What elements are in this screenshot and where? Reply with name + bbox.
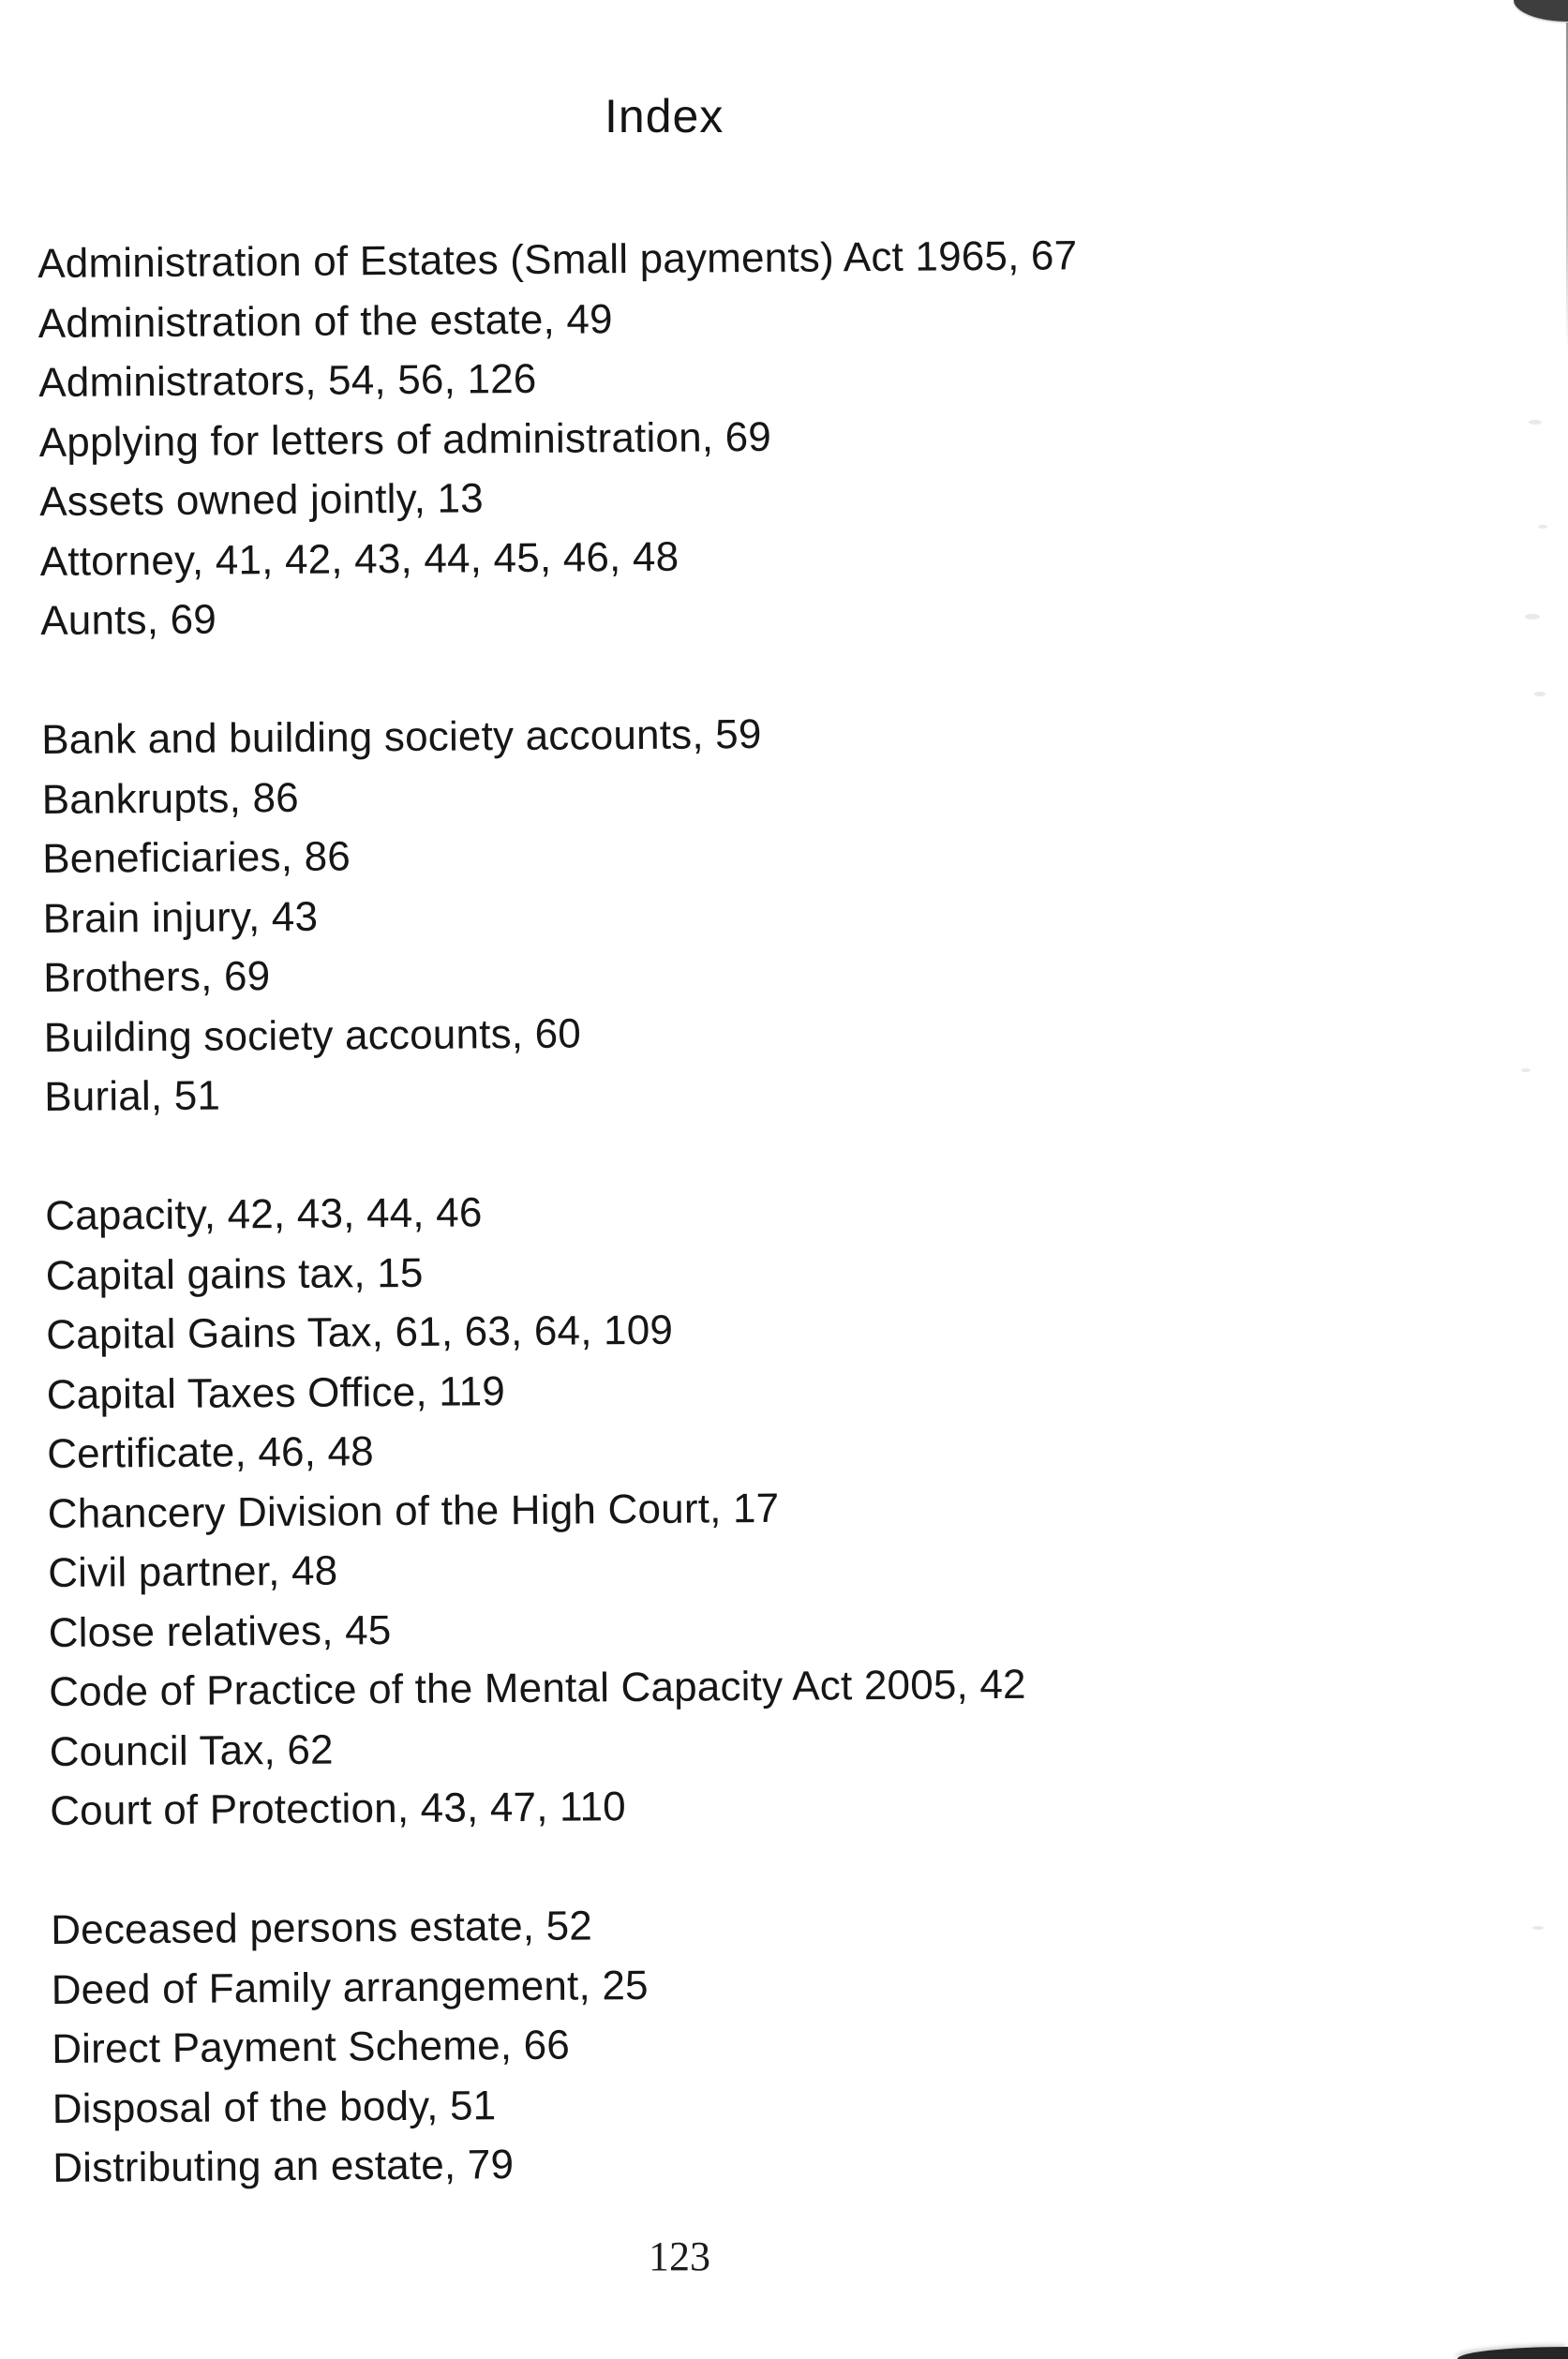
scan-smudge: [1529, 420, 1542, 425]
index-entry: Code of Practice of the Mental Capacity Act 2005, 42: [49, 1661, 1026, 1715]
index-entry: Deed of Family arrangement, 25: [51, 1962, 649, 2013]
index-entry: Bankrupts, 86: [41, 774, 300, 823]
index-entry: Burial, 51: [44, 1072, 221, 1120]
index-entry: Close relatives, 45: [48, 1606, 392, 1656]
index-section-a: [37, 224, 1352, 650]
index-entry: Capital Gains Tax, 61, 63, 64, 109: [46, 1306, 674, 1358]
index-entry: Deceased persons estate, 52: [51, 1903, 593, 1953]
index-entry: Beneficiaries, 86: [42, 833, 351, 882]
scan-smudge: [1534, 692, 1546, 696]
scan-smudge: [1538, 525, 1547, 529]
index-entry: Bank and building society accounts, 59: [41, 710, 762, 763]
index-entry: Assets owned jointly, 13: [39, 475, 484, 525]
index-entry: Attorney, 41, 42, 43, 44, 45, 46, 48: [39, 533, 679, 585]
index-entry: Chancery Division of the High Court, 17: [47, 1485, 780, 1537]
index-entry: Court of Protection, 43, 47, 110: [50, 1784, 627, 1834]
index-entry: Certificate, 46, 48: [47, 1428, 375, 1477]
index-entry: Brain injury, 43: [42, 893, 319, 942]
index-list: [37, 224, 1365, 2198]
index-entry: Civil partner, 48: [48, 1547, 338, 1596]
scan-corner-shadow-top-right: [1514, 0, 1568, 22]
index-entry: Capacity, 42, 43, 44, 46: [45, 1189, 483, 1239]
index-entry: Building society accounts, 60: [43, 1009, 582, 1061]
scan-smudge: [1521, 1068, 1531, 1072]
index-entry: Administration of Estates (Small payments) Act 1965, 67: [37, 232, 1078, 287]
index-section-c: [45, 1176, 1362, 1841]
scan-corner-shadow-bottom-right: [1457, 2347, 1568, 2359]
scan-smudge: [1532, 1926, 1544, 1930]
index-entry: Administration of the estate, 49: [37, 295, 613, 347]
index-entry: Applying for letters of administration, 69: [38, 413, 772, 466]
index-entry: Administrators, 54, 56, 126: [38, 355, 537, 406]
page-number: 123: [649, 2233, 710, 2279]
index-entry: Capital gains tax, 15: [45, 1249, 424, 1299]
index-entry: Disposal of the body, 51: [52, 2082, 497, 2132]
index-entry: Council Tax, 62: [49, 1726, 334, 1775]
index-section-b: [41, 700, 1356, 1127]
scan-smudge: [1525, 614, 1540, 620]
page-title: Index: [605, 90, 724, 142]
index-entry: Distributing an estate, 79: [52, 2142, 515, 2191]
index-entry: Aunts, 69: [40, 596, 217, 644]
index-entry: Brothers, 69: [43, 953, 271, 1001]
index-entry: Capital Taxes Office, 119: [46, 1367, 506, 1418]
index-entry: Direct Payment Scheme, 66: [52, 2022, 571, 2072]
index-section-d: [51, 1890, 1365, 2198]
